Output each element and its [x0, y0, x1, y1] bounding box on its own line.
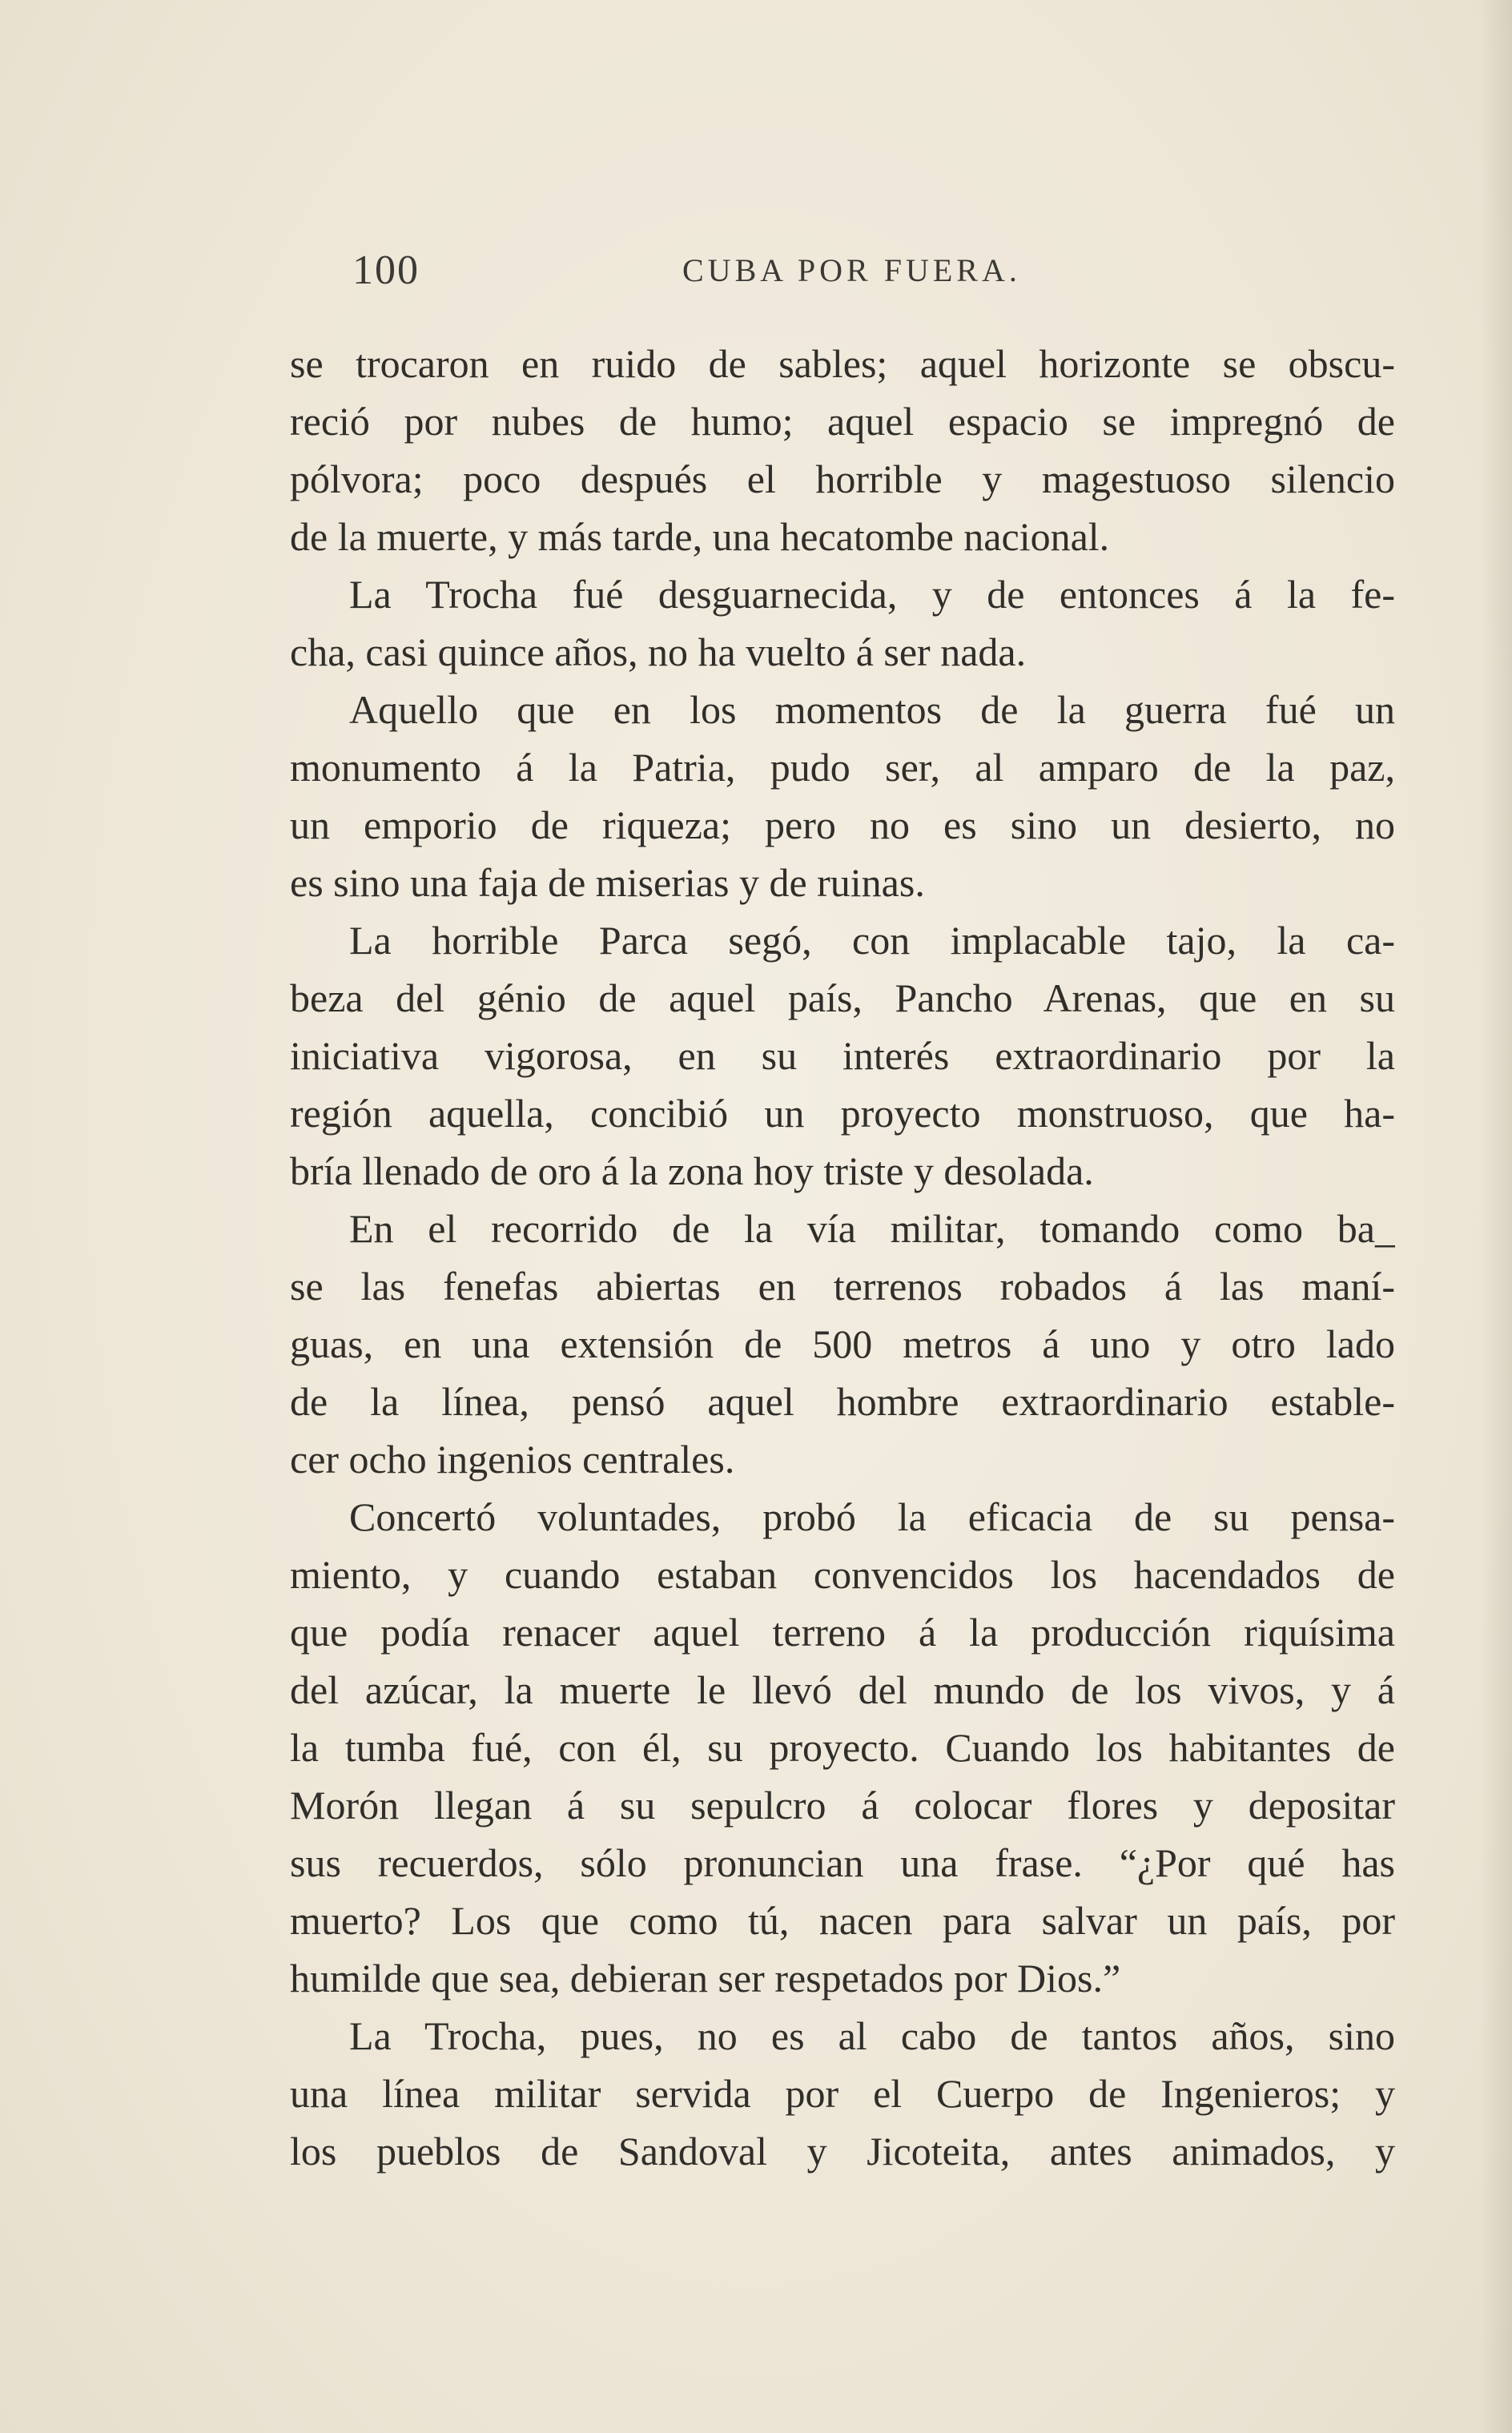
text-line: cha, casi quince años, no ha vuelto á ser nada. — [290, 629, 1027, 674]
text-line: cer ocho ingenios centrales. — [290, 1437, 735, 1482]
text-line: iniciativa vigorosa, en su interés extraordinario por la — [290, 1033, 1395, 1078]
body-text — [290, 335, 1395, 2180]
text-line: Morón llegan á su sepulcro á colocar flores y depositar — [290, 1783, 1395, 1828]
paragraph-first-line: La Trocha, pues, no es al cabo de tantos años, sino — [349, 2013, 1395, 2058]
text-line: región aquella, concibió un proyecto monstruoso, que ha- — [290, 1091, 1395, 1136]
paragraph-first-line: La horrible Parca segó, con implacable tajo, la ca- — [349, 918, 1395, 963]
text-line: monumento á la Patria, pudo ser, al amparo de la paz, — [290, 745, 1395, 790]
page-edge-shadow — [1480, 0, 1512, 2433]
text-line: que podía renacer aquel terreno á la producción riquísima — [290, 1610, 1395, 1655]
text-line: de la línea, pensó aquel hombre extraordinario estable- — [290, 1379, 1395, 1424]
paragraph-first-line: Aquello que en los momentos de la guerra fué un — [349, 687, 1395, 732]
text-line: humilde que sea, debieran ser respetados por Dios.” — [290, 1956, 1121, 2001]
text-line: reció por nubes de humo; aquel espacio se impregnó de — [290, 399, 1395, 444]
text-line: un emporio de riqueza; pero no es sino un desierto, no — [290, 802, 1395, 847]
text-line: beza del génio de aquel país, Pancho Arenas, que en su — [290, 975, 1395, 1020]
running-head — [288, 247, 1393, 295]
text-line: se trocaron en ruido de sables; aquel horizonte se obscu- — [290, 341, 1395, 386]
text-line: bría llenado de oro á la zona hoy triste y desolada. — [290, 1148, 1094, 1193]
running-title: CUBA POR FUERA. — [682, 252, 1021, 288]
text-line: una línea militar servida por el Cuerpo de Ingenieros; y — [290, 2071, 1395, 2116]
text-line: los pueblos de Sandoval y Jicoteita, antes animados, y — [290, 2129, 1395, 2174]
text-line: del azúcar, la muerte le llevó del mundo de los vivos, y á — [290, 1667, 1395, 1712]
paragraph-first-line: La Trocha fué desguarnecida, y de entonces á la fe- — [349, 572, 1395, 617]
text-line: muerto? Los que como tú, nacen para salvar un país, por — [290, 1898, 1395, 1943]
text-line: es sino una faja de miserias y de ruinas. — [290, 860, 925, 905]
text-line: de la muerte, y más tarde, una hecatombe nacional. — [290, 514, 1110, 559]
text-line: miento, y cuando estaban convencidos los hacendados de — [290, 1552, 1395, 1597]
paragraph-first-line: Concertó voluntades, probó la eficacia de su pensa- — [349, 1494, 1395, 1539]
paragraph-first-line: En el recorrido de la vía militar, tomando como ba_ — [349, 1206, 1395, 1251]
text-line: sus recuerdos, sólo pronuncian una frase. “¿Por qué has — [290, 1840, 1395, 1885]
text-line: se las fenefas abiertas en terrenos robados á las maní- — [290, 1264, 1395, 1309]
text-line: guas, en una extensión de 500 metros á uno y otro lado — [290, 1321, 1395, 1366]
text-line: pólvora; poco después el horrible y magestuoso silencio — [290, 456, 1395, 501]
text-line: la tumba fué, con él, su proyecto. Cuando los habitantes de — [290, 1725, 1395, 1770]
page-number: 100 — [352, 247, 420, 293]
